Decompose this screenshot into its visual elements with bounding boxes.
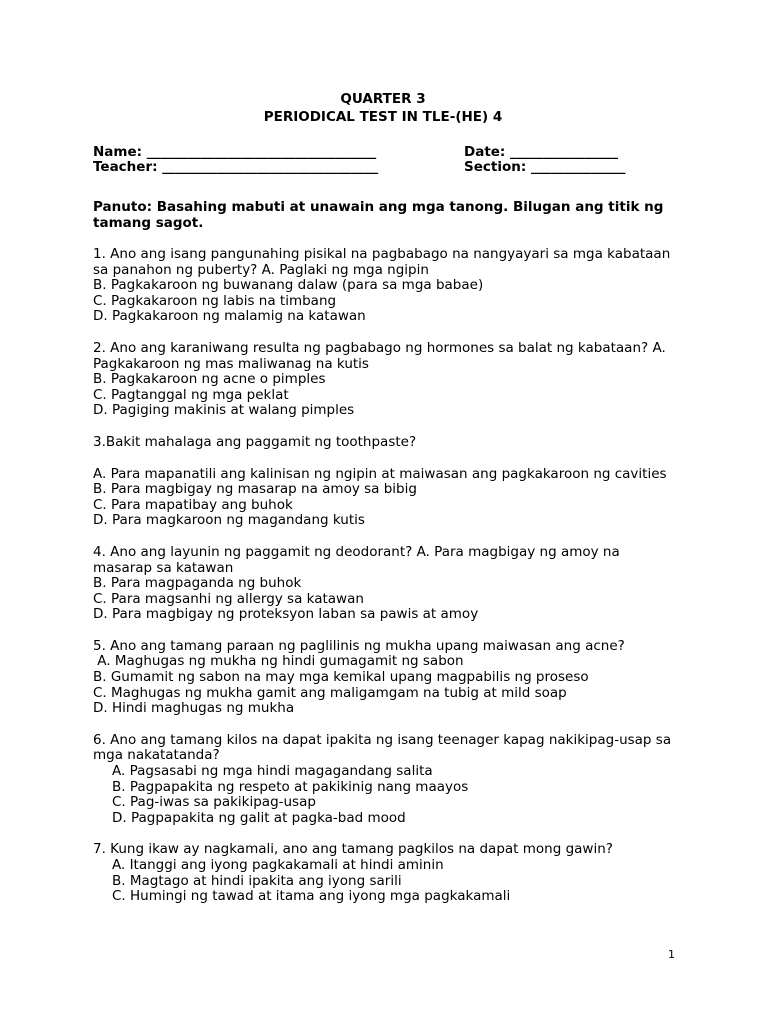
choice-d: D. Pagiging makinis at walang pimples [93,402,355,419]
page-number: 1 [668,948,675,961]
choice-d: D. Hindi maghugas ng mukha [93,700,295,717]
choice-c: C. Maghugas ng mukha gamit ang maligamgam na tubig at mild soap [93,684,567,701]
choice-c: C. Para mapatibay ang buhok [93,496,293,513]
choice-c: C. Pag-iwas sa pakikipag-usap [112,794,316,811]
choice-b: B. Pagkakaroon ng acne o pimples [93,371,326,388]
choice-c: C. Para magsanhi ng allergy sa katawan [93,590,364,607]
page-title [93,90,673,126]
question-4 [93,545,673,623]
title-test: PERIODICAL TEST IN TLE-(HE) 4 [263,109,503,125]
choice-d: D. Pagpapakita ng galit at pagka-bad mood [112,809,406,826]
choice-c: C. Humingi ng tawad at itama ang iyong mga pagkakamali [112,888,511,905]
choice-b: B. Para magpaganda ng buhok [93,575,302,592]
teacher-field: Teacher: ________________________________ [93,159,379,175]
choice-d: D. Pagkakaroon ng malamig na katawan [93,308,366,325]
question-text: 7. Kung ikaw ay nagkamali, ano ang tamang pagkilos na dapat mong gawin? [93,841,613,858]
choice-d: D. Para magbigay ng proteksyon laban sa pawis at amoy [93,606,479,623]
question-text: 4. Ano ang layunin ng paggamit ng deodorant? A. Para magbigay ng amoy na masarap sa katawan [93,543,625,576]
choice-b: B. Gumamit ng sabon na may mga kemikal upang magpabilis ng proseso [93,669,589,686]
choice-a: A. Itanggi ang iyong pagkakamali at hindi aminin [112,857,444,873]
choice-b: B. Para magbigay ng masarap na amoy sa bibig [93,481,417,498]
instructions: Panuto: Basahing mabuti at unawain ang mga tanong. Bilugan ang titik ng tamang sagot. [93,199,664,231]
question-5 [93,639,673,717]
question-2 [93,341,673,419]
question-text: 3.Bakit mahalaga ang paggamit ng toothpaste? [93,433,417,450]
choice-a: A. Pagsasabi ng mga hindi magagandang salita [112,763,433,780]
date-field: Date: ________________ [464,144,619,160]
choice-b: B. Magtago at hindi ipakita ang iyong sarili [112,872,402,889]
question-7 [93,842,673,904]
title-quarter: QUARTER 3 [340,91,426,107]
document-page [93,90,676,905]
choice-c: C. Pagtanggal ng mga peklat [93,386,289,403]
choice-b: B. Pagkakaroon ng buwanang dalaw (para sa mga babae) [93,277,484,294]
question-1 [93,247,673,325]
question-6 [93,731,676,827]
choice-a: A. Maghugas ng mukha ng hindi gumagamit ng sabon [93,653,464,670]
question-text: 2. Ano ang karaniwang resulta ng pagbabago ng hormones sa balat ng kabataan? A. Pagkakaroon ng mas maliwanag na kutis [93,339,671,372]
choice-d: D. Para magkaroon ng magandang kutis [93,512,365,529]
question-3 [93,435,673,529]
choice-c: C. Pagkakaroon ng labis na timbang [93,292,337,309]
question-text: 1. Ano ang isang pangunahing pisikal na pagbabago na nangyayari sa mga kabataan sa panahon ng puberty? A. Paglaki ng mga ngipin [93,246,675,278]
student-info-fields [93,145,673,175]
choice-a: A. Para mapanatili ang kalinisan ng ngipin at maiwasan ang pagkakaroon ng cavities [93,465,667,482]
question-text: 5. Ano ang tamang paraan ng paglilinis ng mukha upang maiwasan ang acne? [93,637,625,654]
question-text: 6. Ano ang tamang kilos na dapat ipakita ng isang teenager kapag nakikipag-usap sa mga nakatatanda? [93,731,676,764]
section-field: Section: ______________ [464,159,626,175]
choice-b: B. Pagpapakita ng respeto at pakikinig nang maayos [112,778,469,795]
name-field: Name: __________________________________ [93,144,377,160]
